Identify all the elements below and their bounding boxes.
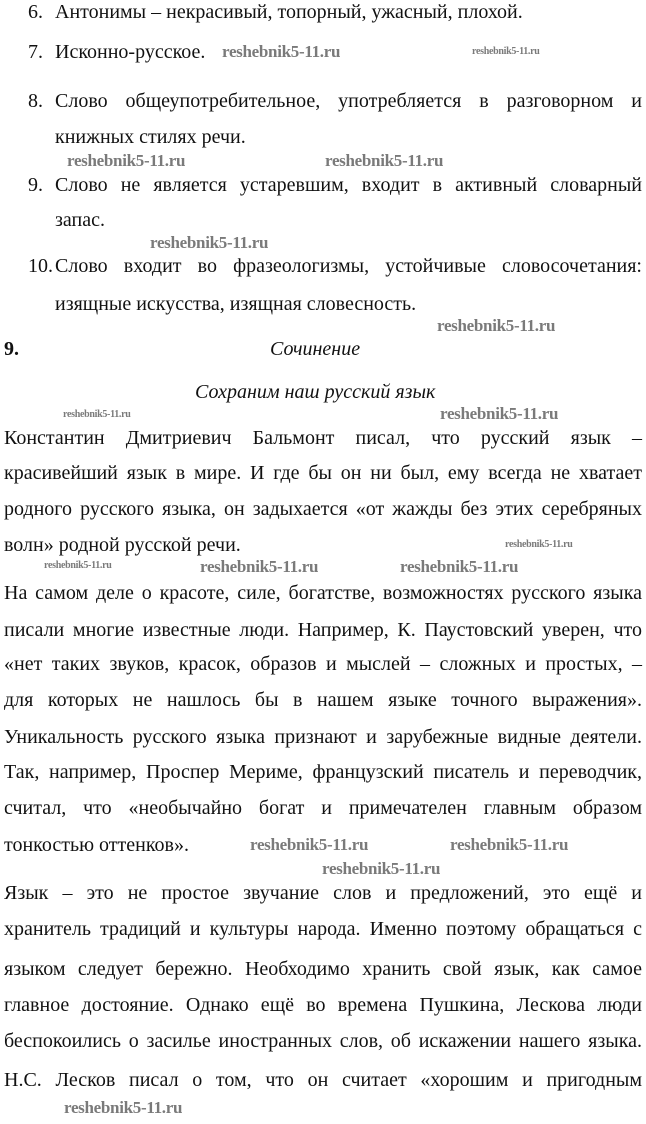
essay-title: Сохраним наш русский язык (195, 381, 436, 403)
watermark: reshebnik5-11.ru (450, 835, 569, 854)
list-number: 10. (28, 255, 53, 277)
paragraph-line: волн» родной русской речи. (4, 534, 241, 556)
watermark: reshebnik5-11.ru (437, 316, 556, 335)
list-number: 7. (28, 41, 43, 63)
paragraph-line: «нет таких звуков, красок, образов и мыслей – сложных и простых, – (4, 653, 642, 675)
watermark: reshebnik5-11.ru (67, 151, 186, 170)
paragraph-line: На самом деле о красоте, силе, богатстве, возможностях русского языка (4, 582, 642, 604)
paragraph-line: Так, например, Проспер Мериме, французский писатель и переводчик, (4, 761, 642, 783)
watermark: reshebnik5-11.ru (222, 42, 341, 61)
list-item-text: изящные искусства, изящная словесность. (55, 293, 417, 315)
watermark: reshebnik5-11.ru (322, 859, 441, 878)
watermark: reshebnik5-11.ru (200, 557, 319, 576)
paragraph-line: для которых не нашлось бы в нашем языке точного выражения». (4, 689, 642, 711)
paragraph-line: красивейший язык в мире. И где бы он ни был, ему всегда не хватает (4, 462, 642, 484)
paragraph-line: Константин Дмитриевич Бальмонт писал, что русский язык – (4, 427, 642, 449)
watermark: reshebnik5-11.ru (325, 151, 444, 170)
paragraph-line: писали многие известные люди. Например, К. Паустовский уверен, что (4, 619, 642, 641)
paragraph-line: языком следует бережно. Необходимо хранить свой язык, как самое (4, 958, 642, 980)
watermark: reshebnik5-11.ru (400, 557, 519, 576)
paragraph-line: родного русского языка, он задыхается «от жажды без этих серебряных (4, 498, 642, 520)
watermark: reshebnik5-11.ru (44, 560, 112, 571)
watermark: reshebnik5-11.ru (505, 539, 573, 550)
list-number: 9. (28, 174, 43, 196)
watermark: reshebnik5-11.ru (472, 46, 540, 57)
section-title: Сочинение (270, 338, 361, 360)
list-item-text: книжных стилях речи. (55, 126, 246, 148)
watermark: reshebnik5-11.ru (64, 1098, 183, 1117)
list-item-text: Исконно-русское. (55, 41, 206, 63)
list-number: 6. (28, 1, 43, 23)
list-item-text: запас. (55, 209, 105, 231)
list-item-text: Слово входит во фразеологизмы, устойчивые словосочетания: (55, 255, 642, 277)
section-number: 9. (4, 338, 19, 360)
paragraph-line: главное достояние. Однако ещё во времена Пушкина, Лескова люди (4, 994, 642, 1016)
paragraph-line: Язык – это не простое звучание слов и предложений, это ещё и (4, 882, 642, 904)
paragraph-line: Уникальность русского языка признают и зарубежные видные деятели. (4, 726, 642, 748)
watermark: reshebnik5-11.ru (63, 409, 131, 420)
list-item-text: Антонимы – некрасивый, топорный, ужасный, плохой. (55, 1, 523, 23)
list-item-text: Слово не является устаревшим, входит в активный словарный (55, 174, 642, 196)
list-number: 8. (28, 90, 43, 112)
list-item-text: Слово общеупотребительное, употребляется в разговорном и (55, 90, 642, 112)
watermark: reshebnik5-11.ru (150, 233, 269, 252)
paragraph-line: тонкостью оттенков». (4, 834, 189, 856)
watermark: reshebnik5-11.ru (250, 835, 369, 854)
paragraph-line: беспокоились о засилье иностранных слов, об искажении нашего языка. (4, 1030, 642, 1052)
paragraph-line: хранитель традиций и культуры народа. Именно поэтому обращаться с (4, 918, 642, 940)
paragraph-line: считал, что «необычайно богат и примечателен главным образом (4, 797, 642, 819)
watermark: reshebnik5-11.ru (440, 404, 559, 423)
paragraph-line: Н.С. Лесков писал о том, что он считает «хорошим и пригодным (4, 1069, 642, 1091)
